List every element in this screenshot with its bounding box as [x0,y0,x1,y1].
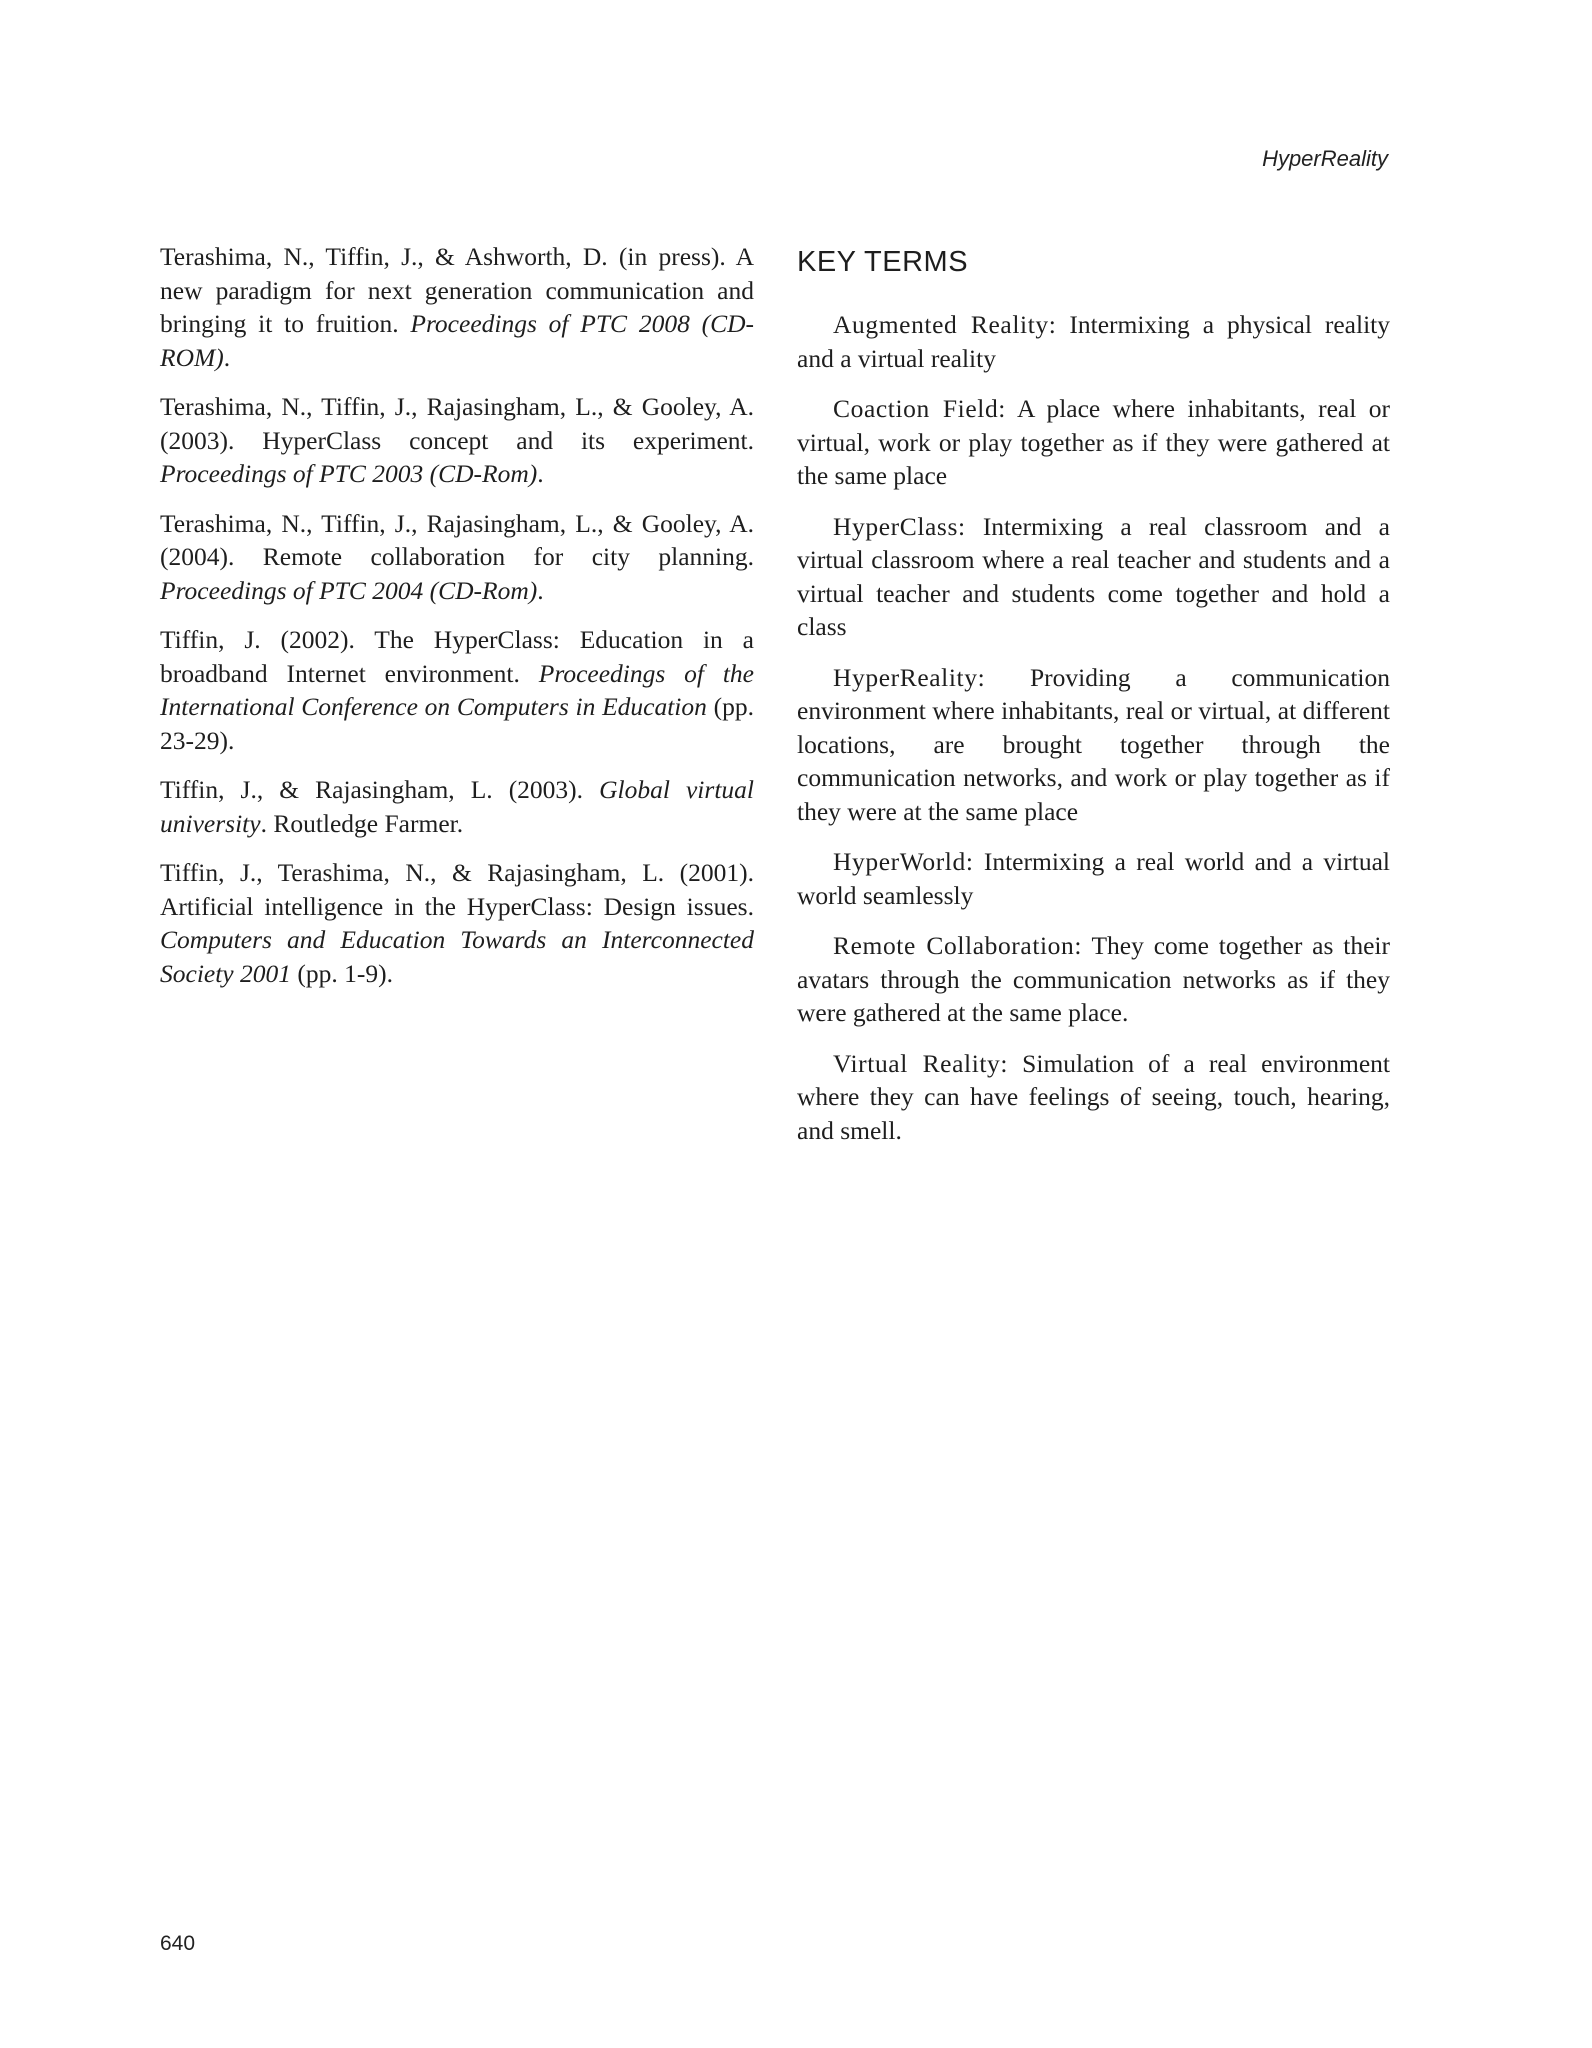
key-term-name: Virtual Reality: [833,1048,1009,1078]
key-terms-column [797,240,1390,1164]
key-term-definition: Simulation of a real environment where they can have feelings of seeing, touch, hearing, and smell. [797,1048,1391,1145]
key-terms-heading: KEY TERMS [797,246,969,278]
key-term-definition: Intermixing a real world and a virtual world seamlessly [797,847,1390,910]
key-term-name: HyperWorld: [833,847,974,876]
reference-tail: . [223,342,231,372]
key-term-definition: They come together as their avatars through the communication networks as if they were gathered at the same place. [797,931,1390,1027]
key-term-item [797,929,1390,1030]
key-term-item [797,1047,1390,1148]
reference-text: Tiffin, J., & Rajasingham, L. (2003). [160,775,600,804]
key-term-definition: Intermixing a physical reality and a virtual reality [797,310,1390,373]
reference-source: Proceedings of the International Conference on Computers in Education [160,658,754,721]
key-term-name: Augmented Reality: [833,310,1057,339]
reference-text: Tiffin, J., Terashima, N., & Rajasingham, L. (2001). Artificial intelligence in the HyperClass: Design issues. [160,858,754,921]
reference-item [160,773,754,840]
reference-tail: (pp. 1-9). [291,958,393,988]
key-term-item [797,392,1390,493]
key-term-definition: Providing a communication environment where inhabitants, real or virtual, at different locations, are brought together through the communication networks, and work or play together as if they were at the same place [797,662,1390,826]
reference-item [160,856,754,990]
key-term-item [797,510,1390,644]
key-term-name: HyperClass: [833,511,966,541]
key-term-definition: A place where inhabitants, real or virtual, work or play together as if they were gathered at the same place [797,394,1390,490]
page-number: 640 [160,1932,196,1955]
key-term-item [797,308,1390,375]
reference-item [160,507,754,608]
reference-item [160,240,754,374]
reference-tail: . Routledge Farmer. [260,808,464,838]
reference-text: Terashima, N., Tiffin, J., Rajasingham, L., & Gooley, A. (2004). Remote collaboration for city planning. [160,508,754,571]
reference-text: Tiffin, J. (2002). The HyperClass: Education in a broadband Internet environment. [160,625,754,688]
reference-text: Terashima, N., Tiffin, J., Rajasingham, L., & Gooley, A. (2003). HyperClass concept and its experiment. [160,392,754,455]
reference-item [160,623,754,757]
reference-tail: . [537,459,544,488]
reference-text: Terashima, N., Tiffin, J., & Ashworth, D. (in press). A new paradigm for next generation communication and bringing it to fruition. [160,242,754,338]
reference-source: Proceedings of PTC 2004 (CD-Rom) [160,575,538,605]
reference-source: Proceedings of PTC 2003 (CD-Rom) [160,459,538,488]
reference-source: Proceedings of PTC 2008 (CD-ROM) [160,309,754,372]
key-term-name: Coaction Field: [833,394,1006,423]
reference-tail: . [537,575,544,605]
key-term-definition: Intermixing a real classroom and a virtual classroom where a real teacher and students and a virtual teacher and students come together and hold a class [797,511,1390,641]
key-term-item [797,845,1390,912]
reference-tail: (pp. 23-29). [160,692,754,755]
running-header: HyperReality [1262,146,1388,171]
references-column [160,240,754,1006]
reference-source: Computers and Education Towards an Interconnected Society 2001 [160,925,754,988]
key-term-item [797,661,1390,829]
reference-item [160,390,754,491]
key-term-name: HyperReality: [833,662,986,692]
reference-source: Global virtual university [160,775,754,838]
key-term-name: Remote Collaboration: [833,931,1083,960]
